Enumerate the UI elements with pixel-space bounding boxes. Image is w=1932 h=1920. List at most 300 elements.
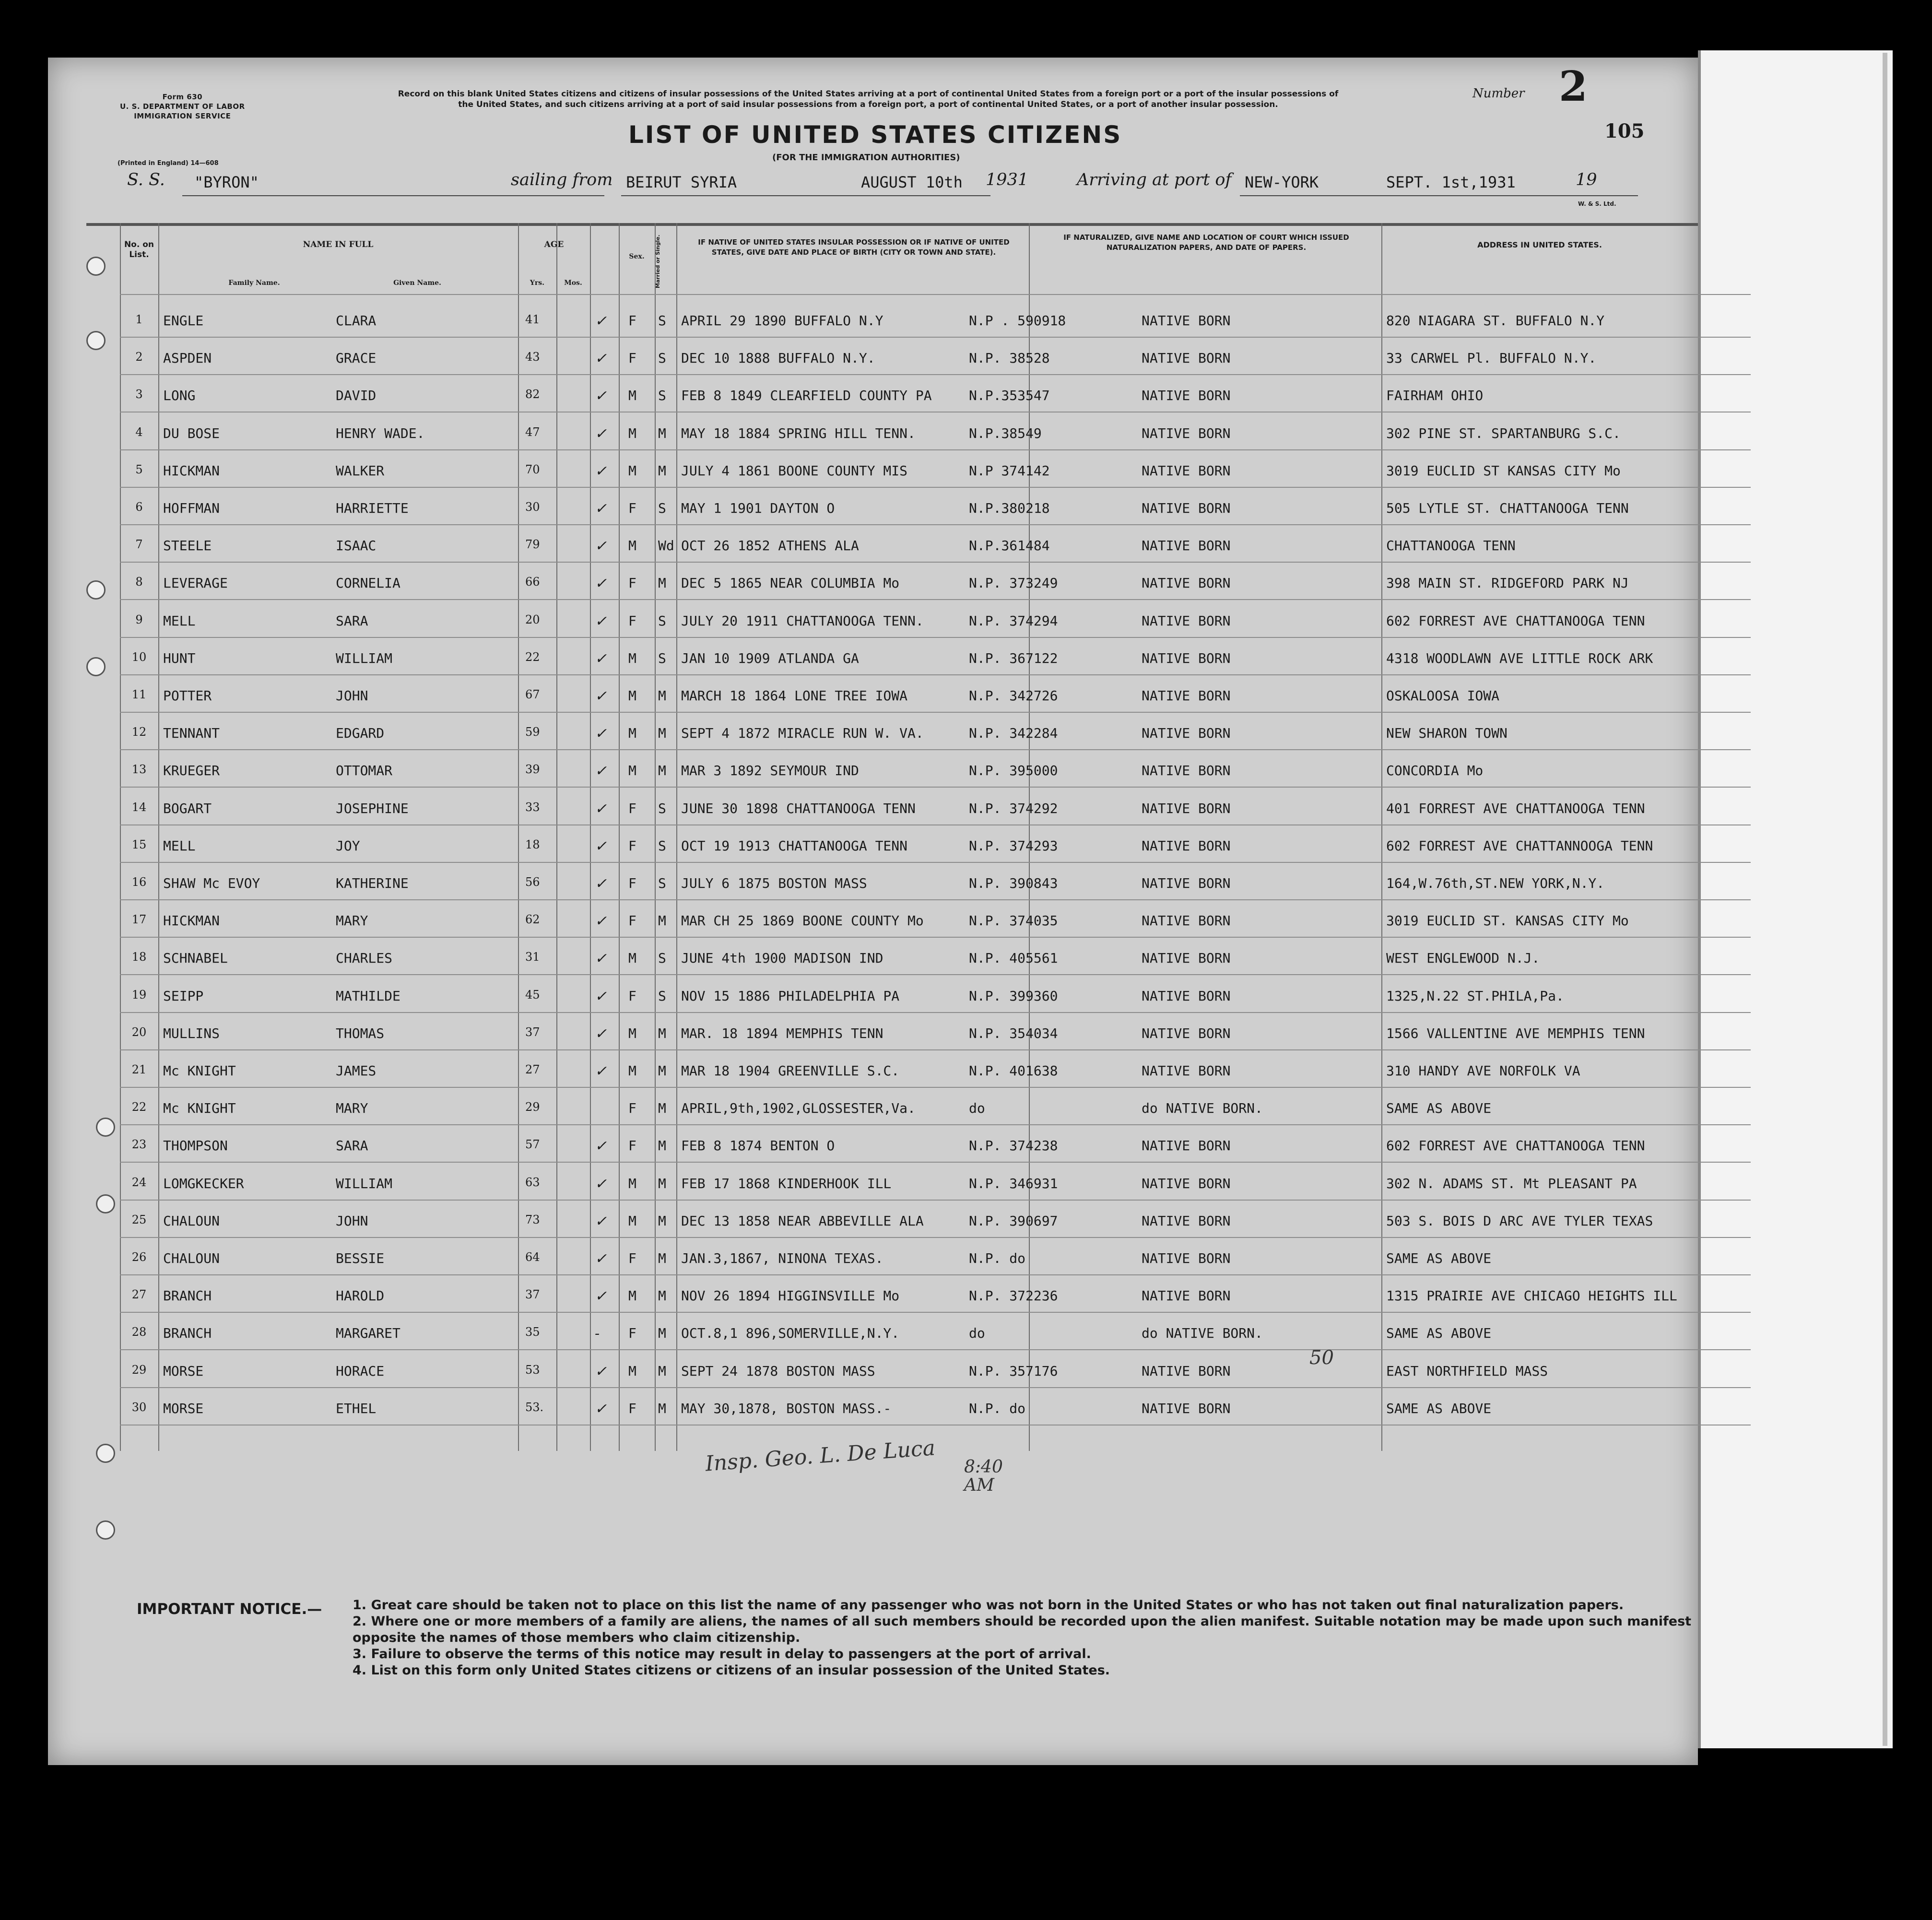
row-number: 15 [131, 837, 147, 851]
family-name: ENGLE [163, 313, 204, 329]
naturalization-status: NATIVE BORN [1142, 1363, 1231, 1379]
form-header-left [120, 92, 245, 121]
marital-status: S [658, 500, 666, 516]
table-row [58, 415, 1698, 452]
naturalization-status: NATIVE BORN [1142, 725, 1231, 742]
naturalization-status: NATIVE BORN [1142, 875, 1231, 891]
passenger-table [58, 223, 1698, 1475]
marital-status: M [658, 575, 666, 591]
sex: F [628, 313, 636, 329]
sailing-date: AUGUST 10th [861, 173, 963, 191]
back-page-edge [1883, 53, 1887, 1746]
birth-info: SEPT 4 1872 MIRACLE RUN W. VA. [681, 725, 924, 742]
birth-info: NOV 26 1894 HIGGINSVILLE Mo [681, 1288, 900, 1304]
naturalization-number: N.P. 395000 [969, 763, 1058, 779]
birth-info: JULY 6 1875 BOSTON MASS [681, 875, 867, 891]
marital-status: S [658, 350, 666, 366]
col-name-in-full: NAME IN FULL [303, 240, 374, 249]
given-name: JAMES [336, 1063, 377, 1079]
naturalization-status: NATIVE BORN [1142, 613, 1231, 629]
age-years: 35 [525, 1325, 540, 1339]
check-mark: ✓ [595, 575, 607, 592]
sex: M [628, 950, 636, 966]
naturalization-number: N.P 374142 [969, 462, 1050, 479]
inspector-signature: Insp. Geo. L. De Luca [704, 1436, 936, 1476]
address: NEW SHARON TOWN [1386, 725, 1508, 742]
check-mark: ✓ [595, 388, 607, 405]
given-name: BESSIE [336, 1250, 385, 1266]
inspection-time: 8:40 AM [964, 1457, 1003, 1495]
table-row [58, 1127, 1698, 1165]
given-name: ISAAC [336, 538, 377, 554]
birth-info: FEB 17 1868 KINDERHOOK ILL [681, 1175, 892, 1191]
sex: F [628, 1400, 636, 1416]
check-mark: ✓ [595, 613, 607, 630]
naturalization-number: N.P. 374294 [969, 613, 1058, 629]
given-name: CLARA [336, 313, 377, 329]
form-number: Form 630 [162, 93, 203, 101]
family-name: MORSE [163, 1400, 204, 1416]
notice-item: 2. Where one or more members of a family are aliens, the names of all such members should be recorded upon the alien manifest. Suitable notation may be made upon such manifest opposite the names of those members who claim citizenship. [353, 1614, 1692, 1645]
naturalization-number: N.P. 399360 [969, 988, 1058, 1004]
naturalization-status: NATIVE BORN [1142, 1400, 1231, 1416]
row-number: 4 [135, 425, 143, 439]
naturalization-number: N.P. 342726 [969, 688, 1058, 704]
family-name: Mc KNIGHT [163, 1100, 236, 1117]
table-row [58, 565, 1698, 602]
birth-info: FEB 8 1849 CLEARFIELD COUNTY PA [681, 388, 932, 404]
table-row [58, 1015, 1698, 1052]
binder-hole [96, 1194, 115, 1213]
birth-info: NOV 15 1886 PHILADELPHIA PA [681, 988, 900, 1004]
given-name: JOHN [336, 1213, 368, 1229]
age-years: 63 [525, 1175, 540, 1189]
sex: F [628, 350, 636, 366]
age-years: 37 [525, 1025, 540, 1039]
age-years: 47 [525, 425, 540, 439]
notice-title: IMPORTANT NOTICE.— [137, 1601, 322, 1618]
row-number: 21 [131, 1063, 147, 1076]
table-row [58, 827, 1698, 865]
sex: F [628, 837, 636, 854]
table-row [58, 602, 1698, 640]
naturalization-status: NATIVE BORN [1142, 650, 1231, 666]
family-name: STEELE [163, 538, 212, 554]
naturalization-status: NATIVE BORN [1142, 1063, 1231, 1079]
naturalization-status: NATIVE BORN [1142, 688, 1231, 704]
naturalization-status: NATIVE BORN [1142, 575, 1231, 591]
col-birth: IF NATIVE OF UNITED STATES INSULAR POSSESSION OR IF NATIVE OF UNITED STATES, GIVE DATE AND PLACE OF BIRTH (CITY OR TOWN AND STATE). [698, 238, 1010, 257]
birth-info: MAR 3 1892 SEYMOUR IND [681, 763, 859, 779]
birth-info: APRIL 29 1890 BUFFALO N.Y [681, 313, 884, 329]
check-mark: ✓ [595, 500, 607, 517]
birth-info: MAR. 18 1894 MEMPHIS TENN [681, 1025, 884, 1041]
naturalization-number: N.P. 38528 [969, 350, 1050, 366]
sex: M [628, 1363, 636, 1379]
address: CONCORDIA Mo [1386, 763, 1484, 779]
given-name: WALKER [336, 462, 385, 479]
marital-status: M [658, 425, 666, 441]
address: 398 MAIN ST. RIDGEFORD PARK NJ [1386, 575, 1629, 591]
check-mark: ✓ [595, 988, 607, 1005]
age-years: 18 [525, 837, 540, 851]
col-age: AGE [544, 240, 564, 249]
marital-status: M [658, 1250, 666, 1266]
family-name: BRANCH [163, 1288, 212, 1304]
row-number: 26 [131, 1250, 147, 1264]
marital-status: M [658, 1063, 666, 1079]
check-mark: ✓ [595, 1063, 607, 1080]
row-number: 1 [135, 313, 143, 326]
check-mark: ✓ [595, 763, 607, 780]
age-years: 64 [525, 1250, 540, 1264]
sex: M [628, 1288, 636, 1304]
page-title: LIST OF UNITED STATES CITIZENS [628, 121, 1122, 149]
given-name: ETHEL [336, 1400, 377, 1416]
check-mark: ✓ [595, 462, 607, 480]
row-number: 24 [131, 1175, 147, 1189]
age-years: 30 [525, 500, 540, 514]
age-years: 73 [525, 1213, 540, 1226]
given-name: JOHN [336, 688, 368, 704]
record-instructions: Record on this blank United States citizens and citizens of insular possessions of the United States arriving at a port of continental United States from a foreign port or a port of the insular possessions of the United States, and such citizens arriving at a port of said insular possessions from a foreign port, a port of continental United States, or a port of another insular possession. [398, 89, 1339, 109]
birth-info: OCT 19 1913 CHATTANOOGA TENN [681, 837, 908, 854]
marital-status: M [658, 1213, 666, 1229]
row-number: 22 [131, 1100, 147, 1114]
check-mark: ✓ [595, 538, 607, 555]
check-mark: ✓ [595, 725, 607, 742]
sex: F [628, 1325, 636, 1342]
naturalization-status: NATIVE BORN [1142, 988, 1231, 1004]
marital-status: M [658, 688, 666, 704]
sex: M [628, 462, 636, 479]
family-name: HICKMAN [163, 913, 220, 929]
row-number: 11 [131, 688, 147, 701]
row-number: 8 [135, 575, 143, 589]
row-number: 2 [135, 350, 143, 364]
address: 310 HANDY AVE NORFOLK VA [1386, 1063, 1580, 1079]
row-number: 3 [135, 388, 143, 401]
sex: F [628, 800, 636, 816]
sex: F [628, 1100, 636, 1117]
address: 602 FORREST AVE CHATTANOOGA TENN [1386, 613, 1645, 629]
check-mark: ✓ [595, 800, 607, 817]
naturalization-number: N.P. 354034 [969, 1025, 1058, 1041]
birth-info: JULY 4 1861 BOONE COUNTY MIS [681, 462, 908, 479]
age-years: 41 [525, 313, 540, 326]
naturalization-number: N.P.353547 [969, 388, 1050, 404]
table-row [58, 902, 1698, 940]
notice-item: 3. Failure to observe the terms of this notice may result in delay to passengers at the port of arrival. [353, 1647, 1091, 1661]
given-name: KATHERINE [336, 875, 409, 891]
binder-hole [86, 331, 106, 350]
marital-status: M [658, 1138, 666, 1154]
given-name: WILLIAM [336, 1175, 393, 1191]
age-years: 62 [525, 913, 540, 927]
naturalization-status: do NATIVE BORN. [1142, 1325, 1263, 1342]
table-row [58, 978, 1698, 1015]
marital-status: S [658, 875, 666, 891]
given-name: GRACE [336, 350, 377, 366]
sex: F [628, 913, 636, 929]
table-row [58, 527, 1698, 565]
age-years: 59 [525, 725, 540, 739]
table-row [58, 640, 1698, 677]
given-name: MARY [336, 1100, 368, 1117]
sex: M [628, 650, 636, 666]
naturalization-number: N.P. 357176 [969, 1363, 1058, 1379]
address: CHATTANOOGA TENN [1386, 538, 1516, 554]
marital-status: S [658, 800, 666, 816]
address: SAME AS ABOVE [1386, 1100, 1492, 1117]
family-name: MELL [163, 613, 196, 629]
family-name: BRANCH [163, 1325, 212, 1342]
check-mark: ✓ [595, 1025, 607, 1042]
given-name: SARA [336, 613, 368, 629]
row-number: 9 [135, 613, 143, 626]
address: 1315 PRAIRIE AVE CHICAGO HEIGHTS ILL [1386, 1288, 1677, 1304]
check-mark: ✓ [595, 1250, 607, 1267]
given-name: CHARLES [336, 950, 393, 966]
birth-info: MAR CH 25 1869 BOONE COUNTY Mo [681, 913, 924, 929]
family-name: SHAW Mc EVOY [163, 875, 260, 891]
sex: F [628, 1138, 636, 1154]
table-row [58, 1390, 1698, 1427]
table-row [58, 715, 1698, 752]
page-number: 105 [1604, 120, 1645, 142]
family-name: HUNT [163, 650, 196, 666]
given-name: EDGARD [336, 725, 385, 742]
sex: M [628, 688, 636, 704]
naturalization-status: NATIVE BORN [1142, 1025, 1231, 1041]
naturalization-status: NATIVE BORN [1142, 425, 1231, 441]
family-name: BOGART [163, 800, 212, 816]
age-years: 43 [525, 350, 540, 364]
table-row [58, 790, 1698, 827]
sex: M [628, 1025, 636, 1041]
naturalization-status: NATIVE BORN [1142, 800, 1231, 816]
sex: M [628, 388, 636, 404]
col-family-name: Family Name. [228, 279, 280, 287]
check-mark: ✓ [595, 950, 607, 967]
binder-hole [86, 257, 106, 276]
check-mark: ✓ [595, 913, 607, 930]
birth-info: JAN 10 1909 ATLANDA GA [681, 650, 859, 666]
naturalization-status: NATIVE BORN [1142, 1288, 1231, 1304]
naturalization-number: N.P. 342284 [969, 725, 1058, 742]
sex: M [628, 1213, 636, 1229]
naturalization-number: N.P. do [969, 1250, 1026, 1266]
address: OSKALOOSA IOWA [1386, 688, 1500, 704]
family-name: LONG [163, 388, 196, 404]
naturalization-status: NATIVE BORN [1142, 1138, 1231, 1154]
check-mark: ✓ [595, 837, 607, 855]
row-number: 30 [131, 1400, 147, 1414]
family-name: Mc KNIGHT [163, 1063, 236, 1079]
given-name: DAVID [336, 388, 377, 404]
table-row [58, 452, 1698, 490]
sex: F [628, 613, 636, 629]
family-name: THOMPSON [163, 1138, 228, 1154]
birth-info: OCT 26 1852 ATHENS ALA [681, 538, 859, 554]
birth-info: MAY 18 1884 SPRING HILL TENN. [681, 425, 916, 441]
family-name: CHALOUN [163, 1213, 220, 1229]
age-years: 29 [525, 1100, 540, 1114]
table-row [58, 340, 1698, 377]
age-years: 33 [525, 800, 540, 814]
address: 1566 VALLENTINE AVE MEMPHIS TENN [1386, 1025, 1645, 1041]
age-years: 20 [525, 613, 540, 626]
birth-info: MAY 1 1901 DAYTON O [681, 500, 835, 516]
departure-port: BEIRUT SYRIA [626, 173, 737, 191]
printed-note: (Printed in England) 14—608 [118, 160, 219, 167]
col-no: No. on List. [124, 240, 154, 259]
address: 820 NIAGARA ST. BUFFALO N.Y [1386, 313, 1605, 329]
naturalization-status: NATIVE BORN [1142, 763, 1231, 779]
table-row [58, 302, 1698, 340]
col-years: Yrs. [530, 279, 545, 287]
family-name: LOMGKECKER [163, 1175, 244, 1191]
table-row [58, 865, 1698, 902]
family-name: MULLINS [163, 1025, 220, 1041]
naturalization-number: N.P. 374292 [969, 800, 1058, 816]
ship-name: "BYRON" [194, 173, 259, 191]
marital-status: S [658, 837, 666, 854]
age-years: 27 [525, 1063, 540, 1076]
naturalization-number: do [969, 1100, 985, 1117]
notice-item: 4. List on this form only United States citizens or citizens of an insular possession of the United States. [353, 1663, 1110, 1678]
given-name: HORACE [336, 1363, 385, 1379]
age-years: 53 [525, 1363, 540, 1377]
check-mark: ✓ [595, 1213, 607, 1230]
given-name: CORNELIA [336, 575, 401, 591]
table-row [58, 752, 1698, 789]
row-number: 10 [131, 650, 147, 664]
family-name: SCHNABEL [163, 950, 228, 966]
binder-hole [86, 580, 106, 600]
notice-items [353, 1597, 1696, 1679]
naturalization-status: NATIVE BORN [1142, 837, 1231, 854]
row-number: 16 [131, 875, 147, 889]
row-number: 27 [131, 1288, 147, 1302]
family-name: ASPDEN [163, 350, 212, 366]
address: 302 N. ADAMS ST. Mt PLEASANT PA [1386, 1175, 1637, 1191]
birth-info: OCT.8,1 896,SOMERVILLE,N.Y. [681, 1325, 900, 1342]
birth-info: MARCH 18 1864 LONE TREE IOWA [681, 688, 908, 704]
address: FAIRHAM OHIO [1386, 388, 1484, 404]
family-name: TENNANT [163, 725, 220, 742]
sex: M [628, 538, 636, 554]
table-row [58, 1353, 1698, 1390]
table-row [58, 490, 1698, 527]
row-number: 18 [131, 950, 147, 964]
table-row [58, 1202, 1698, 1240]
birth-info: JAN.3,1867, NINONA TEXAS. [681, 1250, 884, 1266]
given-name: THOMAS [336, 1025, 385, 1041]
given-name: MARGARET [336, 1325, 401, 1342]
given-name: JOSEPHINE [336, 800, 409, 816]
naturalization-status: NATIVE BORN [1142, 538, 1231, 554]
naturalization-status: NATIVE BORN [1142, 350, 1231, 366]
row-number: 23 [131, 1138, 147, 1152]
address: 602 FORREST AVE CHATTANOOGA TENN [1386, 1138, 1645, 1154]
marital-status: M [658, 1100, 666, 1117]
notice-item: 1. Great care should be taken not to place on this list the name of any passenger who was not born in the United States or who has not taken out final naturalization papers. [353, 1598, 1624, 1613]
naturalization-number: N.P. 346931 [969, 1175, 1058, 1191]
marital-status: S [658, 988, 666, 1004]
sex: F [628, 875, 636, 891]
given-name: JOY [336, 837, 360, 854]
naturalization-number: N.P.38549 [969, 425, 1042, 441]
address: 4318 WOODLAWN AVE LITTLE ROCK ARK [1386, 650, 1653, 666]
table-row [58, 1315, 1698, 1352]
naturalization-number: do [969, 1325, 985, 1342]
naturalization-number: N.P. 374293 [969, 837, 1058, 854]
row-number: 12 [131, 725, 147, 739]
naturalization-status: NATIVE BORN [1142, 950, 1231, 966]
given-name: MATHILDE [336, 988, 401, 1004]
col-married: Married or Single. [655, 235, 661, 288]
row-number: 14 [131, 800, 147, 814]
naturalization-number: N.P. 373249 [969, 575, 1058, 591]
marital-status: M [658, 1363, 666, 1379]
age-years: 82 [525, 388, 540, 401]
sheet-number: 2 [1559, 62, 1588, 111]
family-name: MELL [163, 837, 196, 854]
naturalization-number: N.P.380218 [969, 500, 1050, 516]
birth-info: APRIL,9th,1902,GLOSSESTER,Va. [681, 1100, 916, 1117]
naturalization-number: N.P. 401638 [969, 1063, 1058, 1079]
age-years: 31 [525, 950, 540, 964]
sex: F [628, 988, 636, 1004]
given-name: OTTOMAR [336, 763, 393, 779]
sex: F [628, 1250, 636, 1266]
row-number: 7 [135, 538, 143, 552]
age-years: 22 [525, 650, 540, 664]
row-number: 25 [131, 1213, 147, 1226]
sailing-year: 1931 [986, 170, 1029, 189]
marital-status: M [658, 1325, 666, 1342]
address: 503 S. BOIS D ARC AVE TYLER TEXAS [1386, 1213, 1653, 1229]
row-number: 13 [131, 763, 147, 777]
naturalization-number: N.P. 390843 [969, 875, 1058, 891]
family-name: DU BOSE [163, 425, 220, 441]
birth-info: SEPT 24 1878 BOSTON MASS [681, 1363, 875, 1379]
marital-status: M [658, 1288, 666, 1304]
address: 505 LYTLE ST. CHATTANOOGA TENN [1386, 500, 1629, 516]
address: 3019 EUCLID ST. KANSAS CITY Mo [1386, 913, 1629, 929]
family-name: HICKMAN [163, 462, 220, 479]
family-name: SEIPP [163, 988, 204, 1004]
check-mark: ✓ [595, 688, 607, 705]
address: 3019 EUCLID ST KANSAS CITY Mo [1386, 462, 1621, 479]
family-name: KRUEGER [163, 763, 220, 779]
sex: F [628, 500, 636, 516]
table-row [58, 1165, 1698, 1202]
address: 302 PINE ST. SPARTANBURG S.C. [1386, 425, 1621, 441]
table-row [58, 940, 1698, 977]
col-naturalized: IF NATURALIZED, GIVE NAME AND LOCATION OF COURT WHICH ISSUED NATURALIZATION PAPERS, AND DATE OF PAPERS. [1063, 233, 1349, 252]
family-name: CHALOUN [163, 1250, 220, 1266]
marital-status: S [658, 313, 666, 329]
arrival-date: SEPT. 1st,1931 [1386, 173, 1516, 191]
birth-info: MAR 18 1904 GREENVILLE S.C. [681, 1063, 900, 1079]
given-name: WILLIAM [336, 650, 393, 666]
row-number: 5 [135, 462, 143, 476]
birth-info: JUNE 30 1898 CHATTANOOGA TENN [681, 800, 916, 816]
naturalization-number: N.P. 374238 [969, 1138, 1058, 1154]
check-mark: ✓ [595, 1288, 607, 1305]
